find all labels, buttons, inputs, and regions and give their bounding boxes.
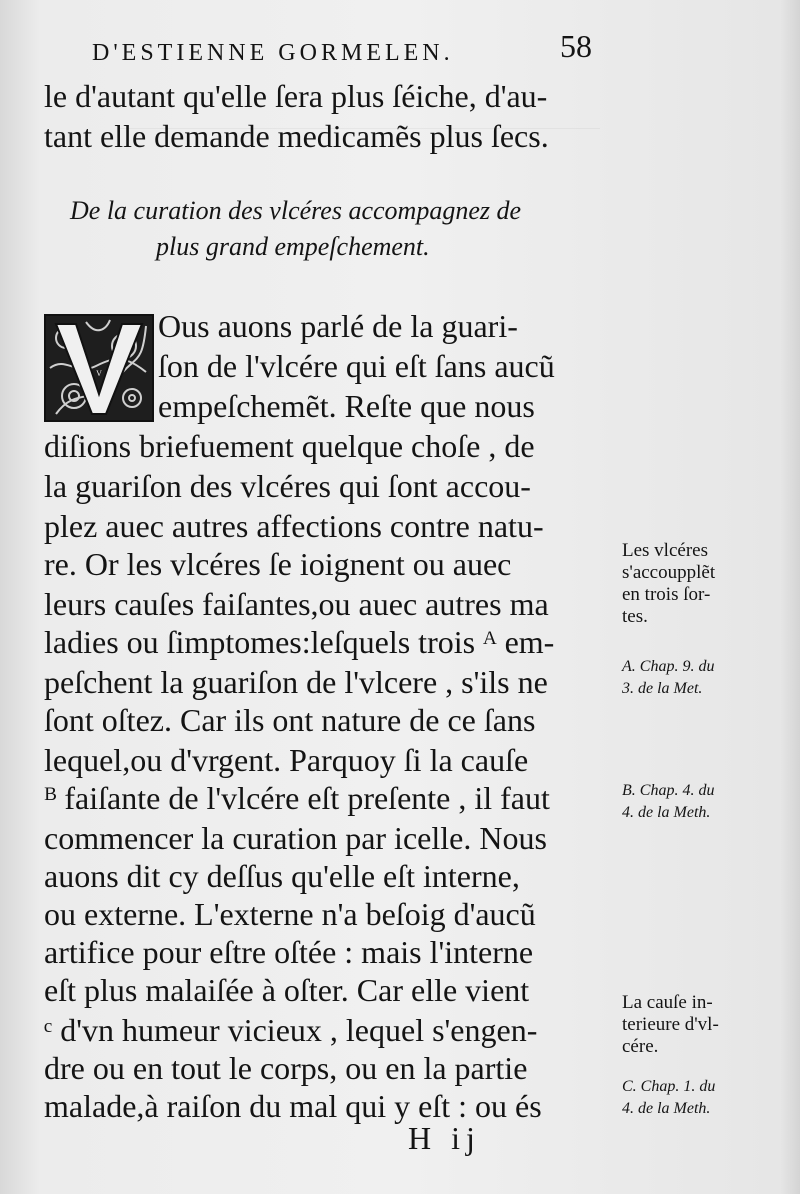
text-line: commencer la curation par icelle. Nous — [44, 820, 547, 856]
text-line: lequel,ou d'vrgent. Parquoy ſi la cauſe — [44, 742, 529, 778]
text-line: ᶜ d'vn humeur vicieux , lequel s'engen- — [44, 1012, 538, 1048]
margin-reference-line: B. Chap. 4. du — [622, 782, 715, 799]
text-line: empeſchemẽt. Reſte que nous — [158, 388, 535, 424]
text-line: tant elle demande medicamẽs plus ſecs. — [44, 118, 549, 154]
margin-reference — [622, 656, 794, 700]
margin-reference-line: C. Chap. 1. du — [622, 1078, 716, 1095]
drop-cap-letter: V — [96, 369, 102, 378]
text-line: re. Or les vlcéres ſe ioignent ou auec — [44, 546, 512, 582]
text-line: eſt plus malaiſée à oſter. Car elle vient — [44, 972, 530, 1008]
text-line: ladies ou ſimptomes:leſquels trois ᴬ em- — [44, 624, 555, 660]
text-line: ou externe. L'externe n'a beſoig d'aucũ — [44, 896, 536, 932]
text-line: ſon de l'vlcére qui eſt ſans aucũ — [158, 348, 555, 384]
page-number: 58 — [560, 28, 592, 64]
section-heading-line: De la curation des vlcéres accompagnez de — [70, 196, 522, 225]
text-line: le d'autant qu'elle ſera plus ſéiche, d'au- — [44, 78, 548, 114]
margin-note-line: s'accoupplẽt — [622, 562, 716, 583]
text-line: Ous auons parlé de la guari- — [158, 308, 518, 344]
text-line: ſont oſtez. Car ils ont nature de ce ſans — [44, 702, 536, 738]
floral-ornament-icon — [46, 316, 152, 420]
text-line: auons dit cy deſſus qu'elle eſt interne, — [44, 858, 520, 894]
margin-note — [622, 992, 794, 1058]
margin-reference-line: 4. de la Meth. — [622, 1100, 711, 1117]
text-line: peſchent la guariſon de l'vlcere , s'ils ne — [44, 664, 548, 700]
margin-reference — [622, 1076, 794, 1120]
text-line: diſions briefuement quelque choſe , de — [44, 428, 535, 464]
margin-note-line: en trois ſor- — [622, 584, 711, 605]
drop-cap-ornament — [44, 314, 154, 422]
running-head-title: D'ESTIENNE GORMELEN. — [92, 40, 454, 66]
margin-reference — [622, 780, 794, 824]
text-line: malade,à raiſon du mal qui y eſt : ou és — [44, 1088, 542, 1124]
margin-note-line: terieure d'vl- — [622, 1014, 719, 1035]
margin-note — [622, 540, 794, 628]
margin-reference-line: A. Chap. 9. du — [622, 658, 715, 675]
text-line: ᴮ faiſante de l'vlcére eſt preſente , il faut — [44, 780, 550, 816]
text-line: leurs cauſes faiſantes,ou auec autres ma — [44, 586, 549, 622]
margin-note-line: cére. — [622, 1036, 659, 1057]
running-head — [80, 28, 620, 72]
margin-note-line: La cauſe in- — [622, 992, 713, 1013]
text-line: dre ou en tout le corps, ou en la partie — [44, 1050, 528, 1086]
margin-note-line: Les vlcéres — [622, 540, 708, 561]
margin-note-line: tes. — [622, 606, 648, 627]
text-line: plez auec autres affections contre natu- — [44, 508, 544, 544]
text-line: artifice pour eſtre oſtée : mais l'interne — [44, 934, 534, 970]
margin-reference-line: 3. de la Met. — [622, 680, 703, 697]
section-heading-line: plus grand empeſchement. — [156, 232, 430, 261]
signature-mark: H ij — [408, 1120, 481, 1156]
margin-reference-line: 4. de la Meth. — [622, 804, 711, 821]
text-line: la guariſon des vlcéres qui ſont accou- — [44, 468, 531, 504]
